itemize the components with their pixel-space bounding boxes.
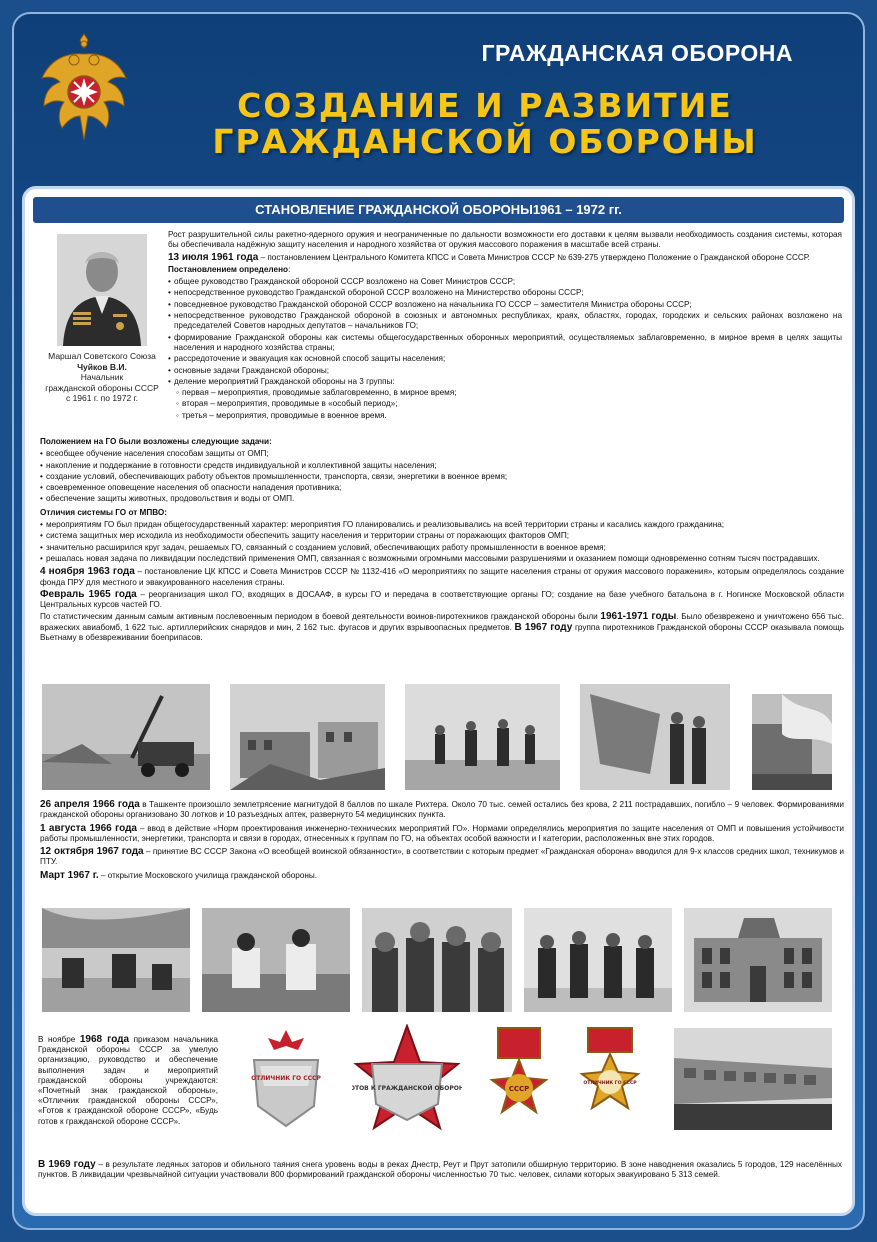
event-school: [40, 871, 844, 881]
intro-paragraph: Рост разрушительной силы ракетно-ядерного оружия и неограниченные по дальности возможности его доставки к целям вызвали необходимость создания системы, которая бы обеспечивала надёжную защиту населения и народного хозяйства от оружия массового поражения в масштабе всей страны.: [168, 230, 842, 250]
tasks-list: [40, 449, 844, 504]
event-text: в Ташкенте произошло землетрясение магнитудой 8 баллов по шкале Рихтера. Около 70 тыс. семей остались без крова, 2 211 пострадавших, погибло – 9 человек. Формированиями гражданской обороны организовано 30 лотков и 10 разъездных аптек, развернуто 54 медицинских пункта.: [40, 800, 844, 820]
event-text: – принятие ВС СССР Закона «О всеобщей воинской обязанности», в соответствии с которым предмет «Гражданская оборона» вводился для 9-х классов средних школ, техникумов и ПТУ.: [40, 847, 844, 867]
event-text: – постановление ЦК КПСС и Совета Министров СССР № 1132-416 «О мероприятиях по защите населения страны от оружия массового поражения», которым определялось создание фонда ПРУ для местного и эвакуированного населения страны.: [40, 567, 845, 587]
awards-text-a: В ноябре: [38, 1035, 80, 1044]
list-item: ◦ вторая – мероприятия, проводимые в «особый период»;: [176, 399, 842, 409]
page-title-line-2: ГРАЖДАНСКОЙ ОБОРОНЫ: [212, 122, 758, 161]
organization-title: ГРАЖДАНСКАЯ ОБОРОНА: [481, 40, 793, 66]
event-date: Февраль 1965 года: [40, 588, 137, 600]
list-item: • значительно расширился круг задач, решаемых ГО, связанный с созданием условий, обеспечивающих работу промышленности в военное время;: [40, 543, 844, 553]
emchs-emblem-icon: [36, 30, 132, 150]
stats-year-1967: В 1967 году: [514, 621, 573, 633]
photo-gas-masks: [202, 908, 350, 1012]
event-1965: [40, 590, 844, 611]
photo-loudspeaker-group: [524, 908, 672, 1012]
photo-flag-ceremony: [580, 684, 730, 790]
flood-1969: [38, 1160, 842, 1181]
list-item: • общее руководство Гражданской обороной СССР возложено на Совет Министров СССР;: [168, 277, 842, 287]
caption-rank: Маршал Советского Союза: [48, 351, 156, 361]
event-law: [40, 847, 844, 868]
photo-evacuation-train: [674, 1028, 832, 1130]
list-item: • повседневное руководство Гражданской обороной СССР возложено на начальника ГО СССР – заместителя Министра обороны СССР;: [168, 300, 842, 310]
photo-crane-truck: [42, 684, 210, 790]
event-date: В 1969 году: [38, 1159, 96, 1170]
event-date: 13 июля 1961 года: [168, 251, 259, 263]
badge-star-icon: [352, 1024, 462, 1136]
badge3-label: СССР: [508, 1085, 530, 1093]
badge-excellent-icon: [246, 1026, 326, 1132]
event-date: Март 1967 г.: [40, 869, 99, 881]
list-item: • всеобщее обучение населения способам защиты от ОМП;: [40, 449, 844, 459]
caption-role: Начальник: [80, 372, 124, 382]
badge-ready-icon: [578, 1026, 642, 1122]
photo-protective-suits: [362, 908, 512, 1012]
page-title-line-1: СОЗДАНИЕ И РАЗВИТИЕ: [237, 86, 733, 125]
list-item: • непосредственное руководство Гражданской обороной в союзных и автономных республиках, краях, областях, городах, городских и сельских районах возложено на председателей Советов народных депутатов – начальников ГО;: [168, 311, 842, 332]
list-item: • система защитных мер исходила из необходимости обеспечить защиту населения и территории страны от поражающих факторов ОМП;: [40, 531, 844, 541]
tasks-heading: Положением на ГО были возложены следующие задачи:: [40, 437, 272, 446]
main-block: [40, 437, 844, 645]
badge2-label: ГОТОВ К ГРАЖДАНСКОЙ ОБОРОНЕ: [352, 1085, 462, 1092]
event-date: 4 ноября 1963 года: [40, 566, 135, 578]
event-text: – постановлением Центрального Комитета КПСС и Совета Министров СССР № 639-275 утверждено Положение о Гражданской обороне СССР.: [258, 252, 810, 262]
badge-medal-icon: [486, 1026, 552, 1132]
section-header: СТАНОВЛЕНИЕ ГРАЖДАНСКОЙ ОБОРОНЫ1961 – 1972 гг.: [33, 197, 844, 223]
decree-heading: [168, 265, 842, 275]
photo-school-building: [684, 908, 832, 1012]
caption-name: Чуйков В.И.: [77, 361, 127, 372]
event-text: – открытие Московского училища гражданской обороны.: [98, 870, 318, 880]
photo-ruined-building: [230, 684, 385, 790]
event-tashkent: [40, 800, 844, 821]
stats-text: группа пиротехников Гражданской обороны СССР оказывала помощь Вьетнаму в обезвреживании боеприпасов.: [40, 622, 844, 643]
event-text: – ввод в действие «Норм проектирования инженерно-технических мероприятий ГО». Нормами определялись мероприятия по защите населения от ОМП и повышения устойчивости работы промышленности, энергетики, транспорта и связи в городах, отнесенных к группам по ГО, на объектах особой важности и I категории, расположенных вне этих городов.: [40, 823, 844, 843]
event-text: – реорганизация школ ГО, входящих в ДОСААФ, в курсы ГО и передача в соответствующие органы ГО; создание на базе учебного батальона в г. Ногинске Московской области Центральных курсов частей ГО.: [40, 589, 844, 610]
differences-list: [40, 520, 844, 564]
decree-heading-colon: :: [288, 264, 291, 274]
awards-year: 1968 года: [79, 1034, 130, 1045]
events-1966-1967: [40, 800, 844, 884]
list-item: • деление мероприятий Гражданской обороны на 3 группы:: [168, 377, 842, 387]
pyrotechnics-paragraph: [40, 612, 844, 643]
list-item: • решалась новая задача по ликвидации последствий применения ОМП, связанная с возможными огромными массовыми разрушениями и оказанием помощи одновременно сотням тысяч пострадавших.: [40, 554, 844, 564]
caption-organization: гражданской обороны СССР: [45, 382, 159, 393]
list-item: • накопление и поддержание в готовности средств индивидуальной и коллективной защиты населения;: [40, 461, 844, 471]
list-item: • мероприятиям ГО был придан общегосударственный характер: мероприятия ГО планировались и реализовывались на всей территории страны и касались каждого гражданина;: [40, 520, 844, 530]
portrait-caption: [40, 351, 164, 404]
stats-years: 1961-1971 годы: [600, 611, 677, 623]
badge1-label: ОТЛИЧНИК ГО СССР: [251, 1075, 321, 1082]
intro-block: [168, 230, 842, 422]
awards-text-b: приказом начальника Гражданской обороны СССР за умелую организацию, руководство и обеспечение выполнения задач и мероприятий гражданской обороны учреждаются: «Почетный знак гражданской обороны», «Отличник гражданской обороны СССР», «Готов к гражданской обороне СССР», «Будь готов к гражданской обороне СССР».: [38, 1035, 218, 1126]
event-norms: [40, 824, 844, 845]
list-item: • рассредоточение и эвакуация как основной способ защиты населения;: [168, 354, 842, 364]
photo-fire-exercise: [752, 694, 832, 790]
list-item: • создание условий, обеспечивающих работу объектов промышленности, транспорта, связи, энергетики в военное время;: [40, 472, 844, 482]
event-text: – в результате ледяных заторов и обильного таяния снега уровень воды в реках Днестр, Реут и Прут затопили обширную территорию. В зоне наводнения оказались 5 городов, 129 населённых пунктов. В ликвидации чрезвычайной ситуации участвовали 800 формирований гражданской обороны численностью 70 тыс. человек, силами которых эвакуировано 5 313 семей.: [38, 1160, 842, 1180]
stats-text: . Было обезврежено и уничтожено 656 тыс. вражеских авиабомб, 1 622 тыс. артиллерийских снарядов и мин, 2 162 тыс. фугасов и других взрывоопасных предметов.: [40, 612, 844, 632]
list-item: • основные задачи Гражданской обороны;: [168, 366, 842, 376]
groups-list: [168, 388, 842, 421]
list-item: • обеспечение защиты животных, продовольствия и воды от ОМП.: [40, 494, 844, 504]
page-title: [200, 88, 770, 160]
event-date: 12 октября 1967 года: [40, 846, 144, 858]
list-item: • формирование Гражданской обороны как системы общегосударственных оборонных мероприятий, осуществляемых заблаговременно, в мирное время в целях защиты населения и народного хозяйства страны;: [168, 333, 842, 354]
event-date: 1 августа 1966 года: [40, 822, 137, 834]
event-1963: [40, 567, 844, 588]
stats-text: По статистическим данным самым активным послевоенным периодом в боевой деятельности воинов-пиротехников гражданской обороны были: [40, 612, 601, 622]
awards-text: [38, 1035, 218, 1127]
event-1961: [168, 253, 842, 263]
decree-heading-text: Постановлением определено: [168, 264, 289, 274]
list-item: • непосредственное руководство Гражданской обороной СССР возложено на Министерство обороны СССР;: [168, 288, 842, 298]
list-item: ◦ первая – мероприятия, проводимые заблаговременно, в мирное время;: [176, 388, 842, 398]
decree-list: [168, 277, 842, 387]
list-item: ◦ третья – мероприятия, проводимые в военное время.: [176, 411, 842, 421]
badge4-label: ОТЛИЧНИК ГО СССР: [583, 1081, 637, 1086]
event-date: 26 апреля 1966 года: [40, 799, 140, 810]
differences-heading: Отличия системы ГО от МПВО:: [40, 507, 168, 517]
caption-period: с 1961 г. по 1972 г.: [65, 393, 139, 403]
photo-rescue-team: [405, 684, 560, 790]
list-item: • своевременное оповещение населения об опасности нападения противника;: [40, 483, 844, 493]
photo-field-training: [42, 908, 190, 1012]
portrait-photo: [57, 234, 147, 346]
